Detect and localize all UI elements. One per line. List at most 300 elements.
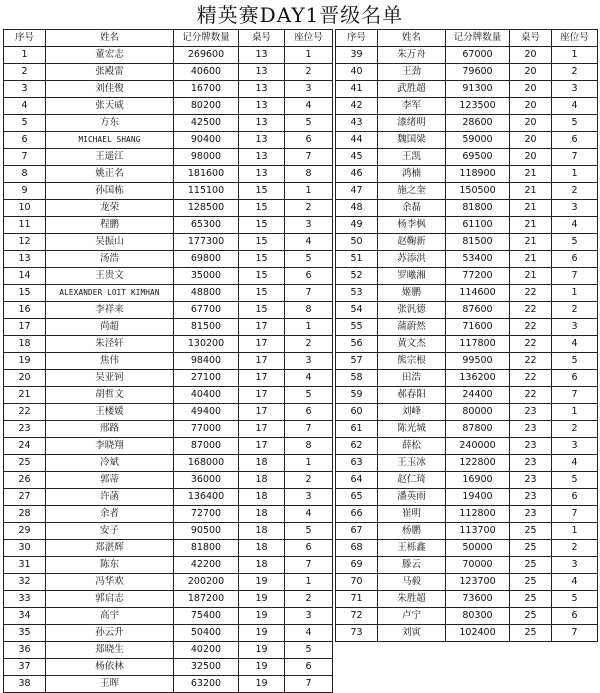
cell-table: 19 bbox=[239, 574, 285, 591]
cell-index: 46 bbox=[336, 166, 378, 183]
cell-index: 40 bbox=[336, 64, 378, 81]
cell-table: 15 bbox=[239, 268, 285, 285]
cell-seat: 5 bbox=[552, 234, 598, 251]
cell-seat: 3 bbox=[285, 608, 333, 625]
cell-table: 22 bbox=[510, 387, 552, 404]
cell-table: 17 bbox=[239, 438, 285, 455]
cell-chips: 99500 bbox=[446, 353, 510, 370]
cell-name: 汤浩 bbox=[46, 251, 174, 268]
cell-index: 72 bbox=[336, 608, 378, 625]
cell-table: 13 bbox=[239, 149, 285, 166]
cell-seat: 2 bbox=[285, 591, 333, 608]
cell-name: 杨李枫 bbox=[378, 217, 446, 234]
col-header-index: 序号 bbox=[336, 30, 378, 47]
cell-index: 36 bbox=[4, 642, 46, 659]
cell-index: 32 bbox=[4, 574, 46, 591]
cell-table: 19 bbox=[239, 676, 285, 693]
cell-name: 邢路 bbox=[46, 421, 174, 438]
cell-chips: 70000 bbox=[446, 557, 510, 574]
cell-chips: 102400 bbox=[446, 625, 510, 642]
cell-name: 姬鹏 bbox=[378, 285, 446, 302]
cell-name: 田浩 bbox=[378, 370, 446, 387]
table-row bbox=[336, 608, 598, 625]
cell-chips: 61100 bbox=[446, 217, 510, 234]
cell-table: 20 bbox=[510, 98, 552, 115]
cell-chips: 81500 bbox=[446, 234, 510, 251]
cell-chips: 48800 bbox=[174, 285, 239, 302]
cell-name: 蒲蔚然 bbox=[378, 319, 446, 336]
table-row bbox=[4, 64, 333, 81]
cell-name: 李军 bbox=[378, 98, 446, 115]
cell-seat: 4 bbox=[552, 98, 598, 115]
cell-name: 王劲 bbox=[378, 64, 446, 81]
cell-seat: 7 bbox=[285, 557, 333, 574]
table-row bbox=[4, 302, 333, 319]
cell-table: 18 bbox=[239, 455, 285, 472]
cell-name: 王玉冰 bbox=[378, 455, 446, 472]
cell-name: 焦伟 bbox=[46, 353, 174, 370]
cell-name: 朱泾轩 bbox=[46, 336, 174, 353]
cell-index: 33 bbox=[4, 591, 46, 608]
cell-table: 21 bbox=[510, 200, 552, 217]
cell-chips: 19400 bbox=[446, 489, 510, 506]
cell-table: 18 bbox=[239, 506, 285, 523]
cell-chips: 114600 bbox=[446, 285, 510, 302]
cell-table: 20 bbox=[510, 132, 552, 149]
table-row bbox=[4, 370, 333, 387]
cell-seat: 5 bbox=[285, 642, 333, 659]
table-row bbox=[4, 557, 333, 574]
table-row bbox=[336, 506, 598, 523]
cell-seat: 7 bbox=[552, 149, 598, 166]
cell-name: 王遥江 bbox=[46, 149, 174, 166]
col-header-chips: 记分牌数量 bbox=[446, 30, 510, 47]
table-row bbox=[4, 251, 333, 268]
cell-seat: 2 bbox=[552, 302, 598, 319]
cell-table: 17 bbox=[239, 387, 285, 404]
cell-name: 程鹏 bbox=[46, 217, 174, 234]
cell-name: 崔明 bbox=[378, 506, 446, 523]
cell-index: 20 bbox=[4, 370, 46, 387]
cell-chips: 16900 bbox=[446, 472, 510, 489]
cell-chips: 87000 bbox=[174, 438, 239, 455]
cell-name: 罗曦湘 bbox=[378, 268, 446, 285]
cell-chips: 50400 bbox=[174, 625, 239, 642]
cell-index: 11 bbox=[4, 217, 46, 234]
cell-chips: 187200 bbox=[174, 591, 239, 608]
cell-name: 王栎鑫 bbox=[378, 540, 446, 557]
cell-name: 高宇 bbox=[46, 608, 174, 625]
cell-table: 15 bbox=[239, 183, 285, 200]
cell-index: 7 bbox=[4, 149, 46, 166]
cell-seat: 3 bbox=[552, 319, 598, 336]
cell-seat: 8 bbox=[285, 166, 333, 183]
cell-index: 17 bbox=[4, 319, 46, 336]
cell-index: 6 bbox=[4, 132, 46, 149]
cell-seat: 6 bbox=[285, 540, 333, 557]
cell-chips: 115100 bbox=[174, 183, 239, 200]
cell-name: 许菡 bbox=[46, 489, 174, 506]
cell-seat: 1 bbox=[285, 183, 333, 200]
cell-index: 9 bbox=[4, 183, 46, 200]
cell-name: 王楼媛 bbox=[46, 404, 174, 421]
cell-name: 熊宗根 bbox=[378, 353, 446, 370]
table-row bbox=[336, 251, 598, 268]
cell-name: 王贵文 bbox=[46, 268, 174, 285]
cell-seat: 3 bbox=[552, 438, 598, 455]
cell-table: 18 bbox=[239, 540, 285, 557]
cell-table: 15 bbox=[239, 217, 285, 234]
table-row bbox=[336, 353, 598, 370]
cell-table: 18 bbox=[239, 557, 285, 574]
table-row bbox=[4, 98, 333, 115]
cell-seat: 4 bbox=[552, 455, 598, 472]
cell-table: 13 bbox=[239, 166, 285, 183]
cell-index: 41 bbox=[336, 81, 378, 98]
cell-name: 郑晓生 bbox=[46, 642, 174, 659]
cell-name: 王晖 bbox=[46, 676, 174, 693]
cell-table: 19 bbox=[239, 591, 285, 608]
cell-index: 26 bbox=[4, 472, 46, 489]
cell-seat: 1 bbox=[552, 523, 598, 540]
cell-seat: 6 bbox=[552, 370, 598, 387]
cell-index: 12 bbox=[4, 234, 46, 251]
cell-seat: 7 bbox=[552, 506, 598, 523]
cell-table: 17 bbox=[239, 353, 285, 370]
cell-chips: 118900 bbox=[446, 166, 510, 183]
cell-index: 23 bbox=[4, 421, 46, 438]
cell-seat: 2 bbox=[285, 64, 333, 81]
cell-table: 18 bbox=[239, 523, 285, 540]
cell-seat: 3 bbox=[552, 557, 598, 574]
cell-chips: 136400 bbox=[174, 489, 239, 506]
cell-chips: 28600 bbox=[446, 115, 510, 132]
table-row bbox=[336, 234, 598, 251]
cell-name: 王凯 bbox=[378, 149, 446, 166]
cell-seat: 1 bbox=[552, 285, 598, 302]
cell-table: 22 bbox=[510, 319, 552, 336]
cell-name: 张汎德 bbox=[378, 302, 446, 319]
cell-index: 35 bbox=[4, 625, 46, 642]
cell-table: 17 bbox=[239, 370, 285, 387]
cell-seat: 7 bbox=[552, 625, 598, 642]
cell-chips: 177300 bbox=[174, 234, 239, 251]
cell-seat: 4 bbox=[285, 370, 333, 387]
cell-index: 19 bbox=[4, 353, 46, 370]
col-header-seat: 座位号 bbox=[285, 30, 333, 47]
cell-name: 方东 bbox=[46, 115, 174, 132]
header-row bbox=[336, 30, 598, 47]
cell-index: 45 bbox=[336, 149, 378, 166]
cell-index: 66 bbox=[336, 506, 378, 523]
table-row bbox=[4, 404, 333, 421]
cell-seat: 1 bbox=[285, 574, 333, 591]
cell-name: 漆绪明 bbox=[378, 115, 446, 132]
cell-index: 51 bbox=[336, 251, 378, 268]
table-row bbox=[4, 489, 333, 506]
cell-index: 15 bbox=[4, 285, 46, 302]
cell-seat: 6 bbox=[552, 132, 598, 149]
cell-index: 43 bbox=[336, 115, 378, 132]
table-row bbox=[336, 132, 598, 149]
cell-seat: 2 bbox=[285, 336, 333, 353]
cell-seat: 4 bbox=[285, 98, 333, 115]
cell-chips: 80300 bbox=[446, 608, 510, 625]
cell-chips: 35000 bbox=[174, 268, 239, 285]
table-row bbox=[4, 455, 333, 472]
cell-name: 魏国梁 bbox=[378, 132, 446, 149]
cell-index: 13 bbox=[4, 251, 46, 268]
cell-table: 21 bbox=[510, 234, 552, 251]
cell-name: 余磊 bbox=[378, 200, 446, 217]
cell-table: 15 bbox=[239, 251, 285, 268]
table-row bbox=[4, 591, 333, 608]
cell-table: 15 bbox=[239, 302, 285, 319]
cell-seat: 7 bbox=[552, 387, 598, 404]
cell-index: 73 bbox=[336, 625, 378, 642]
cell-chips: 40600 bbox=[174, 64, 239, 81]
cell-name: 卢宁 bbox=[378, 608, 446, 625]
table-row bbox=[336, 268, 598, 285]
cell-chips: 200200 bbox=[174, 574, 239, 591]
table-row bbox=[336, 302, 598, 319]
cell-seat: 2 bbox=[552, 64, 598, 81]
cell-table: 19 bbox=[239, 608, 285, 625]
cell-name: 朱胜超 bbox=[378, 591, 446, 608]
cell-index: 34 bbox=[4, 608, 46, 625]
table-row bbox=[4, 183, 333, 200]
cell-table: 25 bbox=[510, 608, 552, 625]
table-row bbox=[336, 47, 598, 64]
table-row bbox=[336, 149, 598, 166]
page-title: 精英赛DAY1晋级名单 bbox=[196, 3, 404, 27]
cell-chips: 71600 bbox=[446, 319, 510, 336]
cell-chips: 40400 bbox=[174, 387, 239, 404]
cell-seat: 4 bbox=[285, 625, 333, 642]
cell-seat: 5 bbox=[285, 387, 333, 404]
table-row bbox=[336, 183, 598, 200]
cell-chips: 16700 bbox=[174, 81, 239, 98]
cell-seat: 1 bbox=[552, 404, 598, 421]
table-row bbox=[336, 98, 598, 115]
cell-seat: 5 bbox=[552, 591, 598, 608]
left-table bbox=[3, 29, 333, 693]
cell-name: 郭蒂 bbox=[46, 472, 174, 489]
cell-table: 20 bbox=[510, 47, 552, 64]
table-row bbox=[4, 540, 333, 557]
cell-chips: 63200 bbox=[174, 676, 239, 693]
cell-name: 吴亚钶 bbox=[46, 370, 174, 387]
cell-index: 54 bbox=[336, 302, 378, 319]
cell-index: 29 bbox=[4, 523, 46, 540]
cell-seat: 7 bbox=[285, 421, 333, 438]
cell-seat: 5 bbox=[552, 115, 598, 132]
cell-name: 施之奎 bbox=[378, 183, 446, 200]
cell-seat: 1 bbox=[285, 455, 333, 472]
cell-chips: 49400 bbox=[174, 404, 239, 421]
cell-index: 65 bbox=[336, 489, 378, 506]
cell-seat: 4 bbox=[552, 217, 598, 234]
cell-chips: 59000 bbox=[446, 132, 510, 149]
cell-name: 郑湛辉 bbox=[46, 540, 174, 557]
cell-index: 28 bbox=[4, 506, 46, 523]
cell-index: 5 bbox=[4, 115, 46, 132]
cell-table: 13 bbox=[239, 115, 285, 132]
cell-name: 武胜超 bbox=[378, 81, 446, 98]
cell-chips: 136200 bbox=[446, 370, 510, 387]
cell-table: 13 bbox=[239, 81, 285, 98]
table-row bbox=[4, 574, 333, 591]
cell-seat: 6 bbox=[285, 132, 333, 149]
cell-index: 31 bbox=[4, 557, 46, 574]
cell-index: 53 bbox=[336, 285, 378, 302]
cell-name: 刘峰 bbox=[378, 404, 446, 421]
table-row bbox=[336, 319, 598, 336]
cell-name: MICHAEL SHANG bbox=[46, 132, 174, 149]
cell-index: 4 bbox=[4, 98, 46, 115]
cell-name: 李祥来 bbox=[46, 302, 174, 319]
cell-table: 13 bbox=[239, 98, 285, 115]
table-row bbox=[336, 574, 598, 591]
table-row bbox=[336, 591, 598, 608]
cell-index: 2 bbox=[4, 64, 46, 81]
cell-table: 23 bbox=[510, 404, 552, 421]
cell-name: ALEXANDER LOIT KIMHAN bbox=[46, 285, 174, 302]
cell-chips: 87800 bbox=[446, 421, 510, 438]
cell-seat: 5 bbox=[285, 115, 333, 132]
cell-index: 10 bbox=[4, 200, 46, 217]
cell-table: 13 bbox=[239, 47, 285, 64]
table-row bbox=[4, 166, 333, 183]
cell-index: 27 bbox=[4, 489, 46, 506]
table-row bbox=[336, 64, 598, 81]
cell-name: 赵仁琦 bbox=[378, 472, 446, 489]
cell-table: 17 bbox=[239, 319, 285, 336]
col-header-table: 桌号 bbox=[239, 30, 285, 47]
cell-table: 21 bbox=[510, 251, 552, 268]
cell-table: 21 bbox=[510, 268, 552, 285]
table-row bbox=[4, 523, 333, 540]
cell-index: 8 bbox=[4, 166, 46, 183]
cell-chips: 53400 bbox=[446, 251, 510, 268]
cell-name: 陈东 bbox=[46, 557, 174, 574]
cell-table: 19 bbox=[239, 625, 285, 642]
cell-name: 安子 bbox=[46, 523, 174, 540]
cell-chips: 91300 bbox=[446, 81, 510, 98]
cell-name: 苏添洪 bbox=[378, 251, 446, 268]
cell-name: 滕云 bbox=[378, 557, 446, 574]
cell-index: 68 bbox=[336, 540, 378, 557]
table-row bbox=[4, 625, 333, 642]
cell-name: 吴振山 bbox=[46, 234, 174, 251]
cell-name: 尚超 bbox=[46, 319, 174, 336]
cell-name: 杨依林 bbox=[46, 659, 174, 676]
cell-name: 鸿楠 bbox=[378, 166, 446, 183]
cell-seat: 8 bbox=[285, 302, 333, 319]
cell-seat: 2 bbox=[552, 183, 598, 200]
cell-chips: 90500 bbox=[174, 523, 239, 540]
cell-index: 16 bbox=[4, 302, 46, 319]
cell-name: 郝春阳 bbox=[378, 387, 446, 404]
cell-chips: 240000 bbox=[446, 438, 510, 455]
cell-seat: 3 bbox=[285, 489, 333, 506]
cell-index: 37 bbox=[4, 659, 46, 676]
cell-chips: 50000 bbox=[446, 540, 510, 557]
cell-seat: 1 bbox=[285, 47, 333, 64]
cell-seat: 4 bbox=[552, 574, 598, 591]
cell-chips: 24400 bbox=[446, 387, 510, 404]
cell-chips: 81800 bbox=[446, 200, 510, 217]
cell-table: 18 bbox=[239, 489, 285, 506]
table-row bbox=[336, 200, 598, 217]
cell-chips: 123500 bbox=[446, 98, 510, 115]
table-row bbox=[4, 319, 333, 336]
cell-index: 64 bbox=[336, 472, 378, 489]
cell-table: 20 bbox=[510, 64, 552, 81]
cell-chips: 73600 bbox=[446, 591, 510, 608]
cell-table: 23 bbox=[510, 506, 552, 523]
cell-seat: 4 bbox=[285, 506, 333, 523]
cell-seat: 7 bbox=[285, 676, 333, 693]
table-row bbox=[336, 455, 598, 472]
cell-table: 15 bbox=[239, 200, 285, 217]
cell-table: 23 bbox=[510, 489, 552, 506]
cell-table: 15 bbox=[239, 234, 285, 251]
cell-chips: 40200 bbox=[174, 642, 239, 659]
cell-chips: 90400 bbox=[174, 132, 239, 149]
cell-seat: 5 bbox=[285, 523, 333, 540]
cell-name: 陈光城 bbox=[378, 421, 446, 438]
cell-chips: 81800 bbox=[174, 540, 239, 557]
cell-index: 30 bbox=[4, 540, 46, 557]
cell-chips: 80000 bbox=[446, 404, 510, 421]
cell-chips: 77200 bbox=[446, 268, 510, 285]
cell-seat: 3 bbox=[285, 217, 333, 234]
table-row bbox=[4, 438, 333, 455]
cell-name: 龙荣 bbox=[46, 200, 174, 217]
cell-seat: 6 bbox=[285, 659, 333, 676]
table-row bbox=[4, 81, 333, 98]
table-row bbox=[336, 557, 598, 574]
cell-index: 24 bbox=[4, 438, 46, 455]
cell-seat: 1 bbox=[552, 47, 598, 64]
table-row bbox=[336, 370, 598, 387]
cell-chips: 65300 bbox=[174, 217, 239, 234]
cell-table: 22 bbox=[510, 285, 552, 302]
table-row bbox=[4, 353, 333, 370]
cell-chips: 269600 bbox=[174, 47, 239, 64]
table-row bbox=[4, 217, 333, 234]
cell-seat: 6 bbox=[552, 489, 598, 506]
cell-chips: 181600 bbox=[174, 166, 239, 183]
cell-index: 56 bbox=[336, 336, 378, 353]
cell-index: 60 bbox=[336, 404, 378, 421]
cell-seat: 5 bbox=[552, 353, 598, 370]
cell-name: 姚正名 bbox=[46, 166, 174, 183]
cell-name: 潘英雨 bbox=[378, 489, 446, 506]
cell-seat: 6 bbox=[285, 268, 333, 285]
table-row bbox=[4, 421, 333, 438]
cell-name: 董宏志 bbox=[46, 47, 174, 64]
cell-index: 52 bbox=[336, 268, 378, 285]
cell-index: 55 bbox=[336, 319, 378, 336]
cell-table: 25 bbox=[510, 625, 552, 642]
cell-seat: 7 bbox=[552, 268, 598, 285]
cell-chips: 77000 bbox=[174, 421, 239, 438]
cell-index: 3 bbox=[4, 81, 46, 98]
cell-index: 39 bbox=[336, 47, 378, 64]
cell-chips: 81500 bbox=[174, 319, 239, 336]
